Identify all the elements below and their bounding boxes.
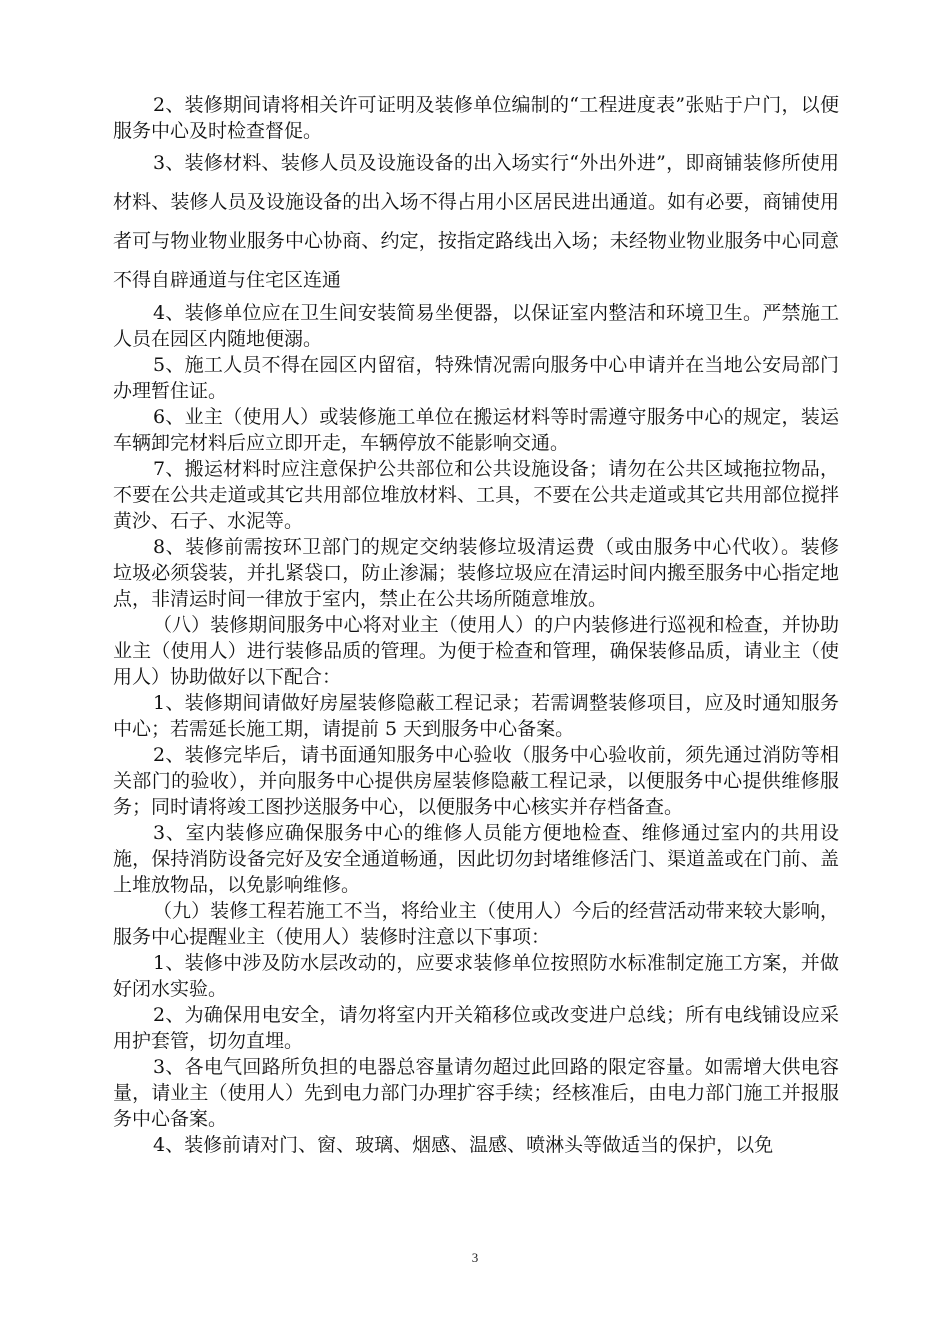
paragraph: 5、施工人员不得在园区内留宿，特殊情况需向服务中心申请并在当地公安局部门办理暂住证。 [113,354,839,402]
paragraph-overflow-13: 2、为确保用电安全，请勿将室内开关箱移位或改变进户总线；所有电线铺设应采用护套管，切勿直埋。 [113,1004,839,1052]
paragraph: 2、装修完毕后，请书面通知服务中心验收（服务中心验收前，须先通过消防等相关部门的验收），并向服务中心提供房屋装修隐蔽工程记录，以便服务中心提供维修服务；同时请将竣工图抄送服务中心，以便服务中心核实并存档备查。 [113,744,839,818]
paragraph-overflow-15: 4、装修前请对门、窗、玻璃、烟感、温感、喷淋头等做适当的保护，以免 [153,1134,774,1156]
paragraph: 3、装修材料、装修人员及设施设备的出入场实行“外出外进”，即商铺装修所使用材料、装修人员及设施设备的出入场不得占用小区居民进出通道。如有必要，商铺使用者可与物业物业服务中心协商、约定，按指定路线出入场；未经物业物业服务中心同意不得自辟通道与住宅区连通 [113,152,839,291]
paragraph: 7、搬运材料时应注意保护公共部位和公共设施设备；请勿在公共区域拖拉物品，不要在公共走道或其它共用部位堆放材料、工具，不要在公共走道或其它共用部位搅拌黄沙、石子、水泥等。 [113,458,839,532]
paragraph: 3、室内装修应确保服务中心的维修人员能方便地检查、维修通过室内的共用设施，保持消防设备完好及安全通道畅通，因此切勿封堵维修活门、渠道盖或在门前、盖上堆放物品，以免影响维修。 [113,822,839,896]
paragraph: 6、业主（使用人）或装修施工单位在搬运材料等时需遵守服务中心的规定，装运车辆卸完材料后应立即开走，车辆停放不能影响交通。 [113,406,839,454]
paragraph: 8、装修前需按环卫部门的规定交纳装修垃圾清运费（或由服务中心代收）。装修垃圾必须袋装，并扎紧袋口，防止渗漏；装修垃圾应在清运时间内搬至服务中心指定地点，非清运时间一律放于室内，禁止在公共场所随意堆放。 [113,536,839,610]
paragraph-overflow-14: 3、各电气回路所负担的电器总容量请勿超过此回路的限定容量。如需增大供电容量，请业主（使用人）先到电力部门办理扩容手续；经核准后，由电力部门施工并报服务中心备案。 [113,1056,839,1130]
paragraph: 1、装修中涉及防水层改动的，应要求装修单位按照防水标准制定施工方案，并做好闭水实验。 [113,952,839,1000]
paragraph: （八）装修期间服务中心将对业主（使用人）的户内装修进行巡视和检查，并协助业主（使用人）进行装修品质的管理。为便于检查和管理，确保装修品质，请业主（使用人）协助做好以下配合： [113,614,839,688]
paragraph: 4、装修单位应在卫生间安装简易坐便器，以保证室内整洁和环境卫生。严禁施工人员在园区内随地便溺。 [113,302,839,350]
paragraph: 1、装修期间请做好房屋装修隐蔽工程记录；若需调整装修项目，应及时通知服务中心；若需延长施工期，请提前 5 天到服务中心备案。 [113,692,839,740]
page-number: 3 [471,1250,479,1265]
paragraph: （九）装修工程若施工不当，将给业主（使用人）今后的经营活动带来较大影响，服务中心提醒业主（使用人）装修时注意以下事项： [113,900,839,948]
paragraph: 2、装修期间请将相关许可证明及装修单位编制的“工程进度表”张贴于户门，以便服务中心及时检查督促。 [113,94,839,142]
